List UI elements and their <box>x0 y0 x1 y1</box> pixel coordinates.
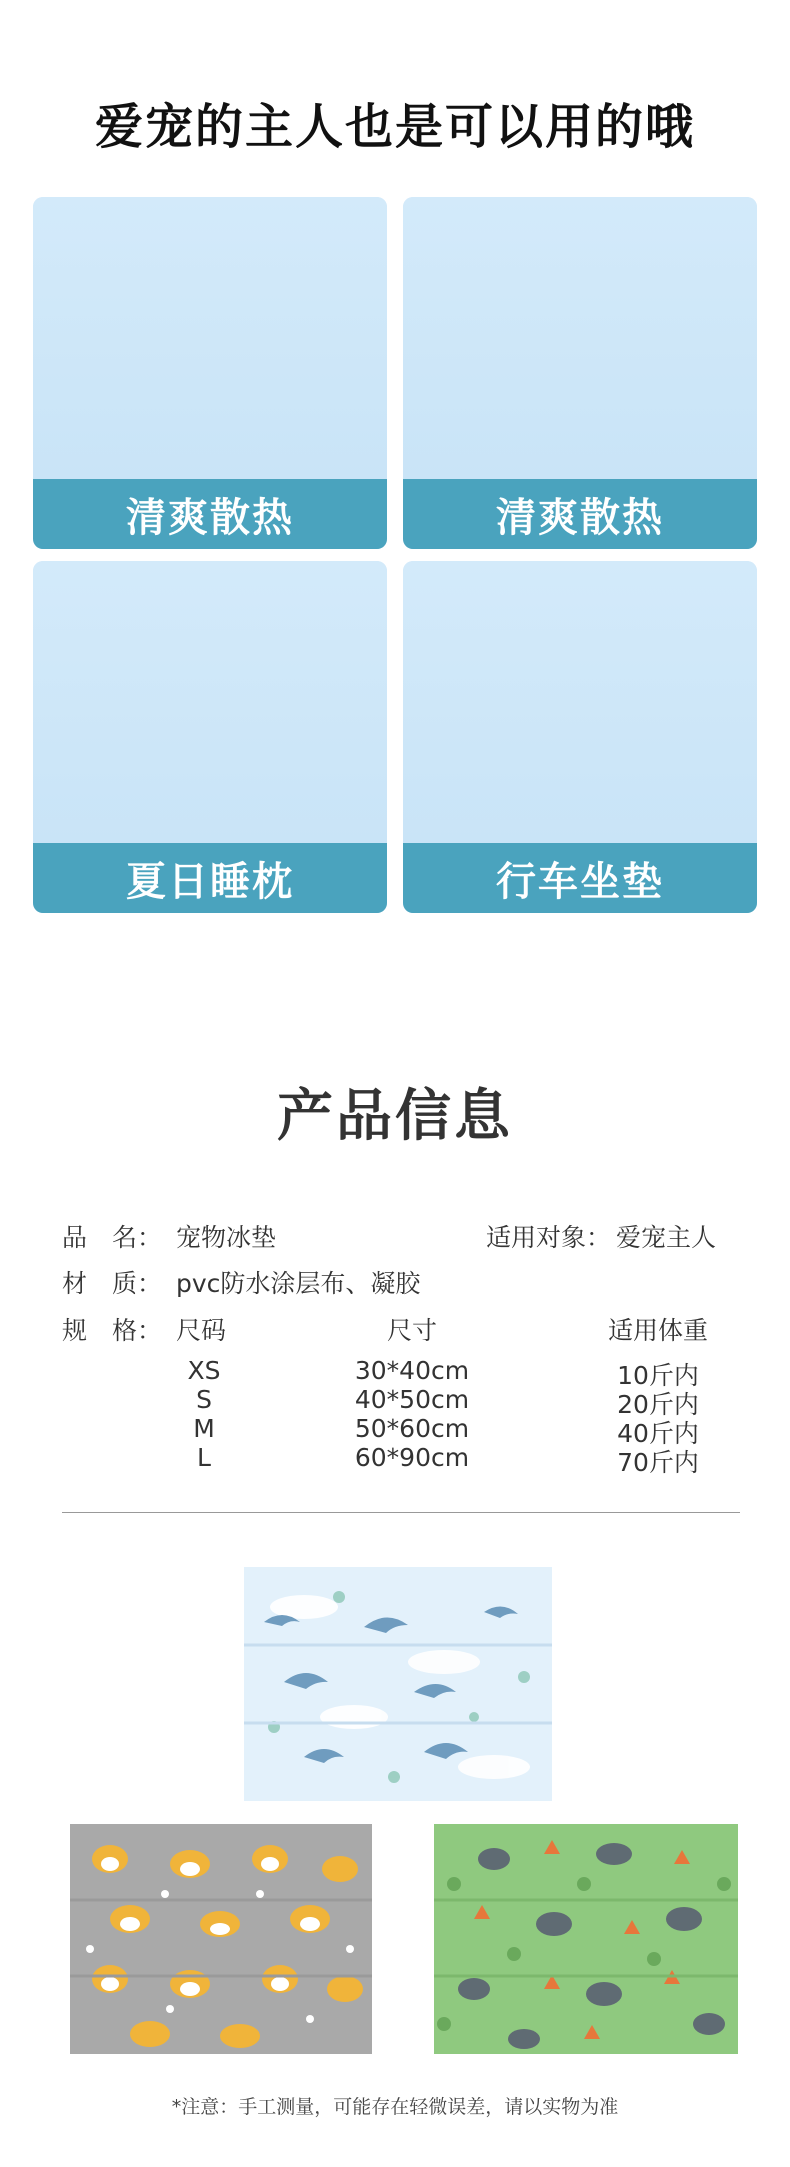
spec-row-weight: 20斤内 <box>617 1390 699 1419</box>
usage-card-label: 夏日睡枕 <box>33 843 387 913</box>
spec-row-size: L <box>197 1443 211 1472</box>
spec-row-dimension: 40*50cm <box>354 1385 470 1414</box>
spec-row-dimension: 60*90cm <box>354 1443 470 1472</box>
spec-row-size: XS <box>187 1356 221 1385</box>
usage-card-label: 清爽散热 <box>33 479 387 549</box>
usage-card-car-seat <box>403 561 757 913</box>
target-key: 适用对象： <box>486 1223 612 1252</box>
spec-row-weight: 40斤内 <box>617 1419 699 1448</box>
usage-card-label: 清爽散热 <box>403 479 757 549</box>
spec-col-size: 尺码 <box>176 1316 227 1345</box>
usage-title: 爱宠的主人也是可以用的哦 <box>94 99 695 155</box>
spec-row-dimension: 50*60cm <box>354 1414 470 1443</box>
product-info-title: 产品信息 <box>277 1084 513 1149</box>
name-key: 品 名： <box>62 1223 163 1252</box>
usage-photo <box>33 561 387 843</box>
mat-image-corgi <box>70 1824 372 2054</box>
spec-row-size: M <box>193 1414 215 1443</box>
section-divider <box>62 1512 740 1513</box>
material-value: pvc防水涂层布、凝胶 <box>176 1269 421 1298</box>
usage-card-label: 行车坐垫 <box>403 843 757 913</box>
measurement-notice: *注意：手工测量，可能存在轻微误差，请以实物为准 <box>171 2096 619 2118</box>
usage-card-pillow <box>33 561 387 913</box>
mat-image-ocean <box>244 1567 552 1801</box>
spec-col-weight: 适用体重 <box>607 1316 708 1345</box>
spec-row-weight: 70斤内 <box>617 1448 699 1477</box>
spec-row-weight: 10斤内 <box>617 1361 699 1390</box>
target-value: 爱宠主人 <box>616 1223 717 1252</box>
usage-photo <box>403 197 757 479</box>
mat-image-forest <box>434 1824 738 2054</box>
spec-key: 规 格： <box>62 1316 163 1345</box>
spec-row-dimension: 30*40cm <box>354 1356 470 1385</box>
usage-photo <box>33 197 387 479</box>
name-value: 宠物冰垫 <box>176 1223 277 1252</box>
material-key: 材 质： <box>62 1269 163 1298</box>
spec-col-dimension: 尺寸 <box>386 1316 437 1345</box>
usage-photo <box>403 561 757 843</box>
usage-card-cooling-1 <box>33 197 387 549</box>
usage-card-cooling-2 <box>403 197 757 549</box>
spec-row-size: S <box>196 1385 212 1414</box>
